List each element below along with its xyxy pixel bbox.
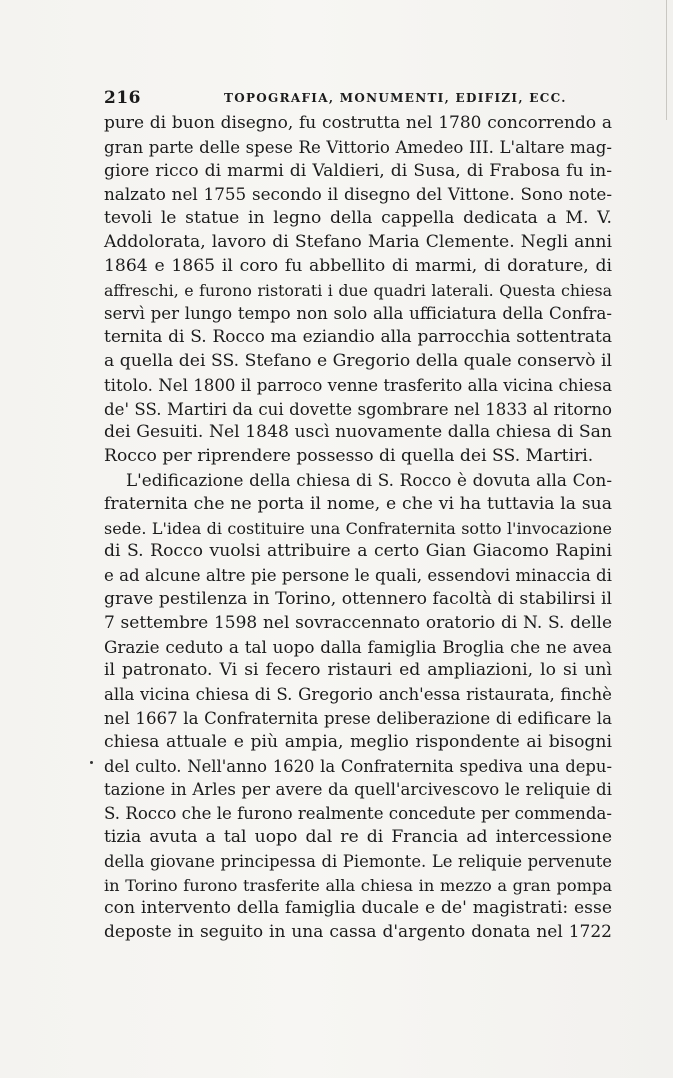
running-title: TOPOGRAFIA, MONUMENTI, EDIFIZI, ECC.	[224, 91, 567, 105]
text-line: nalzato nel 1755 secondo il disegno del Vittone. Sono note-	[104, 184, 612, 205]
text-line: a quella dei SS. Stefano e Gregorio della quale conservò il	[104, 350, 612, 371]
text-line: 1864 e 1865 il coro fu abbellito di marmi, di dorature, di	[104, 255, 612, 276]
page-header	[104, 88, 612, 110]
body-text	[104, 112, 612, 945]
text-line: gran parte delle spese Re Vittorio Amedeo III. L'altare mag-	[104, 137, 612, 157]
text-line: alla vicina chiesa di S. Gregorio anch'essa ristaurata, finchè	[104, 685, 612, 705]
text-line: Addolorata, lavoro di Stefano Maria Clemente. Negli anni	[104, 231, 612, 252]
page-number: 216	[104, 88, 141, 108]
text-line: Grazie ceduto a tal uopo dalla famiglia Broglia che ne avea	[104, 636, 612, 657]
text-line: affreschi, e furono ristorati i due quadri laterali. Questa chiesa	[104, 280, 612, 300]
text-line: Rocco per riprendere possesso di quella dei SS. Martiri.	[104, 446, 594, 467]
text-line: ternita di S. Rocco ma eziandio alla parrocchia sottentrata	[104, 327, 612, 348]
text-line: del culto. Nell'anno 1620 la Confraternita spediva una depu-	[104, 756, 612, 776]
text-line: servì per lungo tempo non solo alla ufficiatura della Confra-	[104, 304, 612, 324]
text-line: giore ricco di marmi di Valdieri, di Susa, di Frabosa fu in-	[104, 160, 612, 181]
text-line: in Torino furono trasferite alla chiesa in mezzo a gran pompa	[104, 875, 612, 895]
text-line: tizia avuta a tal uopo dal re di Francia ad intercessione	[104, 826, 612, 847]
text-line: 7 settembre 1598 nel sovraccennato oratorio di N. S. delle	[104, 612, 612, 633]
text-line: grave pestilenza in Torino, ottennero facoltà di stabilirsi il	[104, 588, 612, 609]
text-line: nel 1667 la Confraternita prese deliberazione di edificare la	[104, 708, 612, 728]
text-line: tevoli le statue in legno della cappella dedicata a M. V.	[104, 208, 612, 229]
text-line: e ad alcune altre pie persone le quali, essendovi minaccia di	[104, 566, 612, 586]
text-line: il patronato. Vi si fecero ristauri ed ampliazioni, lo si unì	[104, 660, 612, 681]
text-line: dei Gesuiti. Nel 1848 uscì nuovamente dalla chiesa di San	[104, 422, 612, 443]
text-line: deposte in seguito in una cassa d'argento donata nel 1722	[104, 922, 612, 943]
text-line: L'edificazione della chiesa di S. Rocco è dovuta alla Con-	[126, 469, 612, 490]
text-line: sede. L'idea di costituire una Confraternita sotto l'invocazione	[104, 518, 612, 538]
page-edge-line	[666, 0, 667, 120]
text-line: con intervento della famiglia ducale e de' magistrati: esse	[104, 898, 612, 919]
text-line: titolo. Nel 1800 il parroco venne trasferito alla vicina chiesa	[104, 375, 612, 395]
text-line: di S. Rocco vuolsi attribuire a certo Gian Giacomo Rapini	[104, 541, 612, 562]
text-line: della giovane principessa di Piemonte. Le reliquie pervenute	[104, 851, 612, 871]
text-line: tazione in Arles per avere da quell'arcivescovo le reliquie di	[104, 780, 612, 800]
text-line: fraternita che ne porta il nome, e che vi ha tuttavia la sua	[104, 493, 612, 514]
text-line: de' SS. Martiri da cui dovette sgombrare nel 1833 al ritorno	[104, 399, 612, 419]
text-line: S. Rocco che le furono realmente concedute per commenda-	[104, 804, 612, 824]
text-line: pure di buon disegno, fu costrutta nel 1780 concorrendo a	[104, 113, 612, 133]
text-line: chiesa attuale e più ampia, meglio rispondente ai bisogni	[104, 731, 612, 752]
margin-mark	[90, 761, 93, 764]
